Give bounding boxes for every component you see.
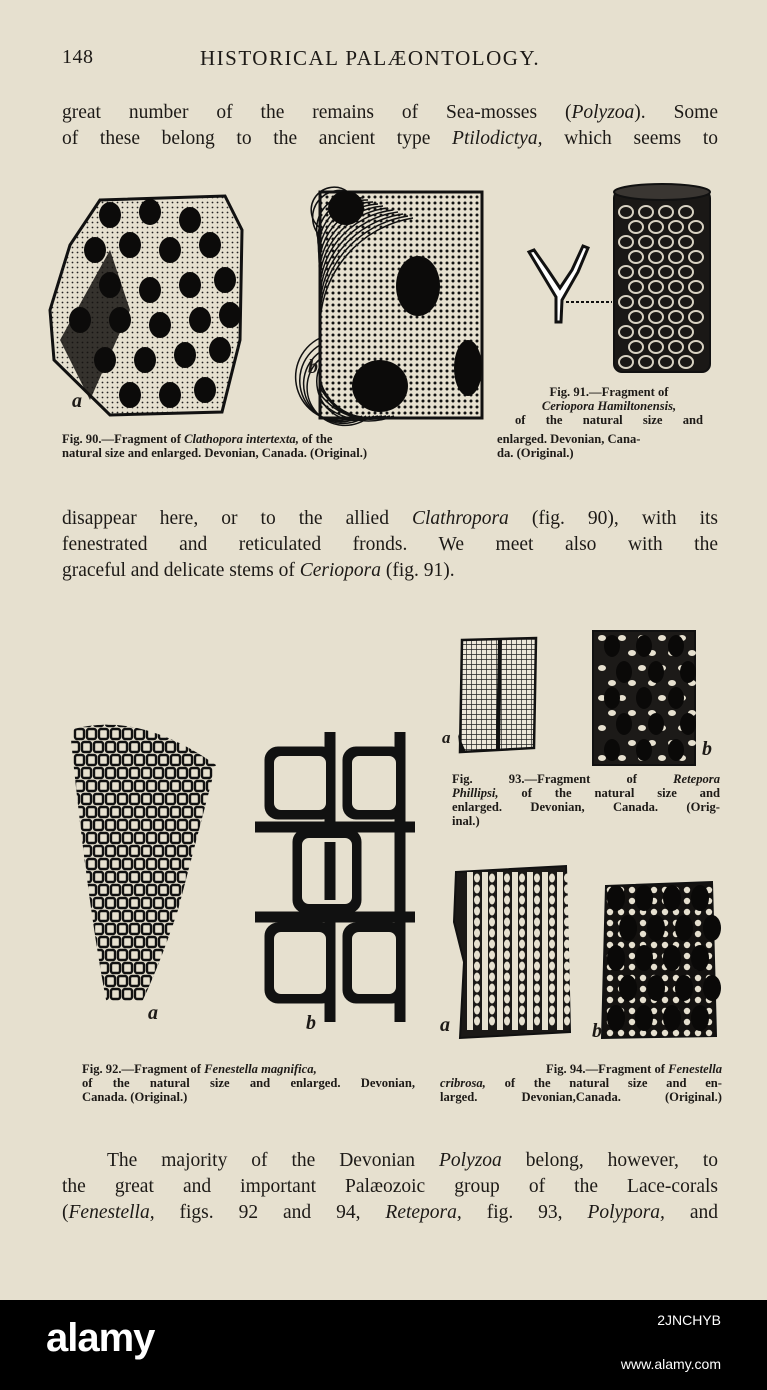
text-line: of these belong to the ancient type Ptilodictya, which seems to [62,128,718,149]
fig92-label-a: a [148,1002,158,1024]
fig93a-illustration [456,634,540,754]
fig92-label-b: b [306,1012,316,1034]
page-number: 148 [62,46,94,68]
brand-logo: alamy [46,1316,155,1360]
fig91-caption-cont: enlarged. Devonian, Cana- da. (Original.) [497,432,641,460]
fig92-caption: Fig. 92.—Fragment of Fenestella magnifica, of the natural size and enlarged. Devonian, Canada. (Original.) [82,1062,415,1104]
paragraph-3: The majority of the Devonian Polyzoa belong, however, to the great and important Palæozoic group of the Lace-corals (Fenestella, figs. 92 and 94, Retepora, fig. 93, Polypora, and [62,1150,719,1223]
fig90a-illustration [50,190,245,420]
watermark-footer [0,1300,767,1390]
fig94-caption: Fig. 94.—Fragment of Fenestella cribrosa, of the natural size and en- larged. Devonian,Canada. (Original.) [440,1062,722,1104]
image-id: 2JNCHYB [657,1312,721,1328]
fig93-caption: Fig. 93.—Fragment of Retepora Phillipsi, of the natural size and enlarged. Devonian, Canada. (Orig- inal.) [452,772,720,828]
fig94-label-a: a [440,1014,450,1036]
paragraph-2: disappear here, or to the allied Clathropora (fig. 90), with its fenestrated and reticulated fronds. We meet also with the graceful and delicate stems of Ceriopora (fig. 91). [62,508,718,581]
fig94b-illustration [600,880,718,1042]
fig92b-illustration [250,722,420,1022]
paragraph-1 [62,100,718,152]
fig90-label-a: a [72,390,82,412]
fig93-label-a: a [442,728,451,747]
fig90-caption: Fig. 90.—Fragment of Clathopora intertexta, of the natural size and enlarged. Devonian, Canada. (Original.) [62,432,368,460]
fig90b-illustration [318,188,486,420]
fig93b-illustration [590,628,698,768]
fig91-caption: Fig. 91.—Fragment of Ceriopora Hamiltonensis, of the natural size and [515,385,703,427]
text-line: great number of the remains of Sea-mosses (Polyzoa). Some [62,102,718,123]
fig90-label-b: b [308,356,318,378]
fig94-label-b: b [592,1020,602,1042]
fig93-label-b: b [702,738,712,760]
fig91-illustration [526,182,716,374]
site-url: www.alamy.com [620,1356,721,1372]
running-title: HISTORICAL PALÆONTOLOGY. [200,46,541,70]
fig92a-illustration [68,710,218,1020]
fig94a-illustration [452,862,572,1040]
